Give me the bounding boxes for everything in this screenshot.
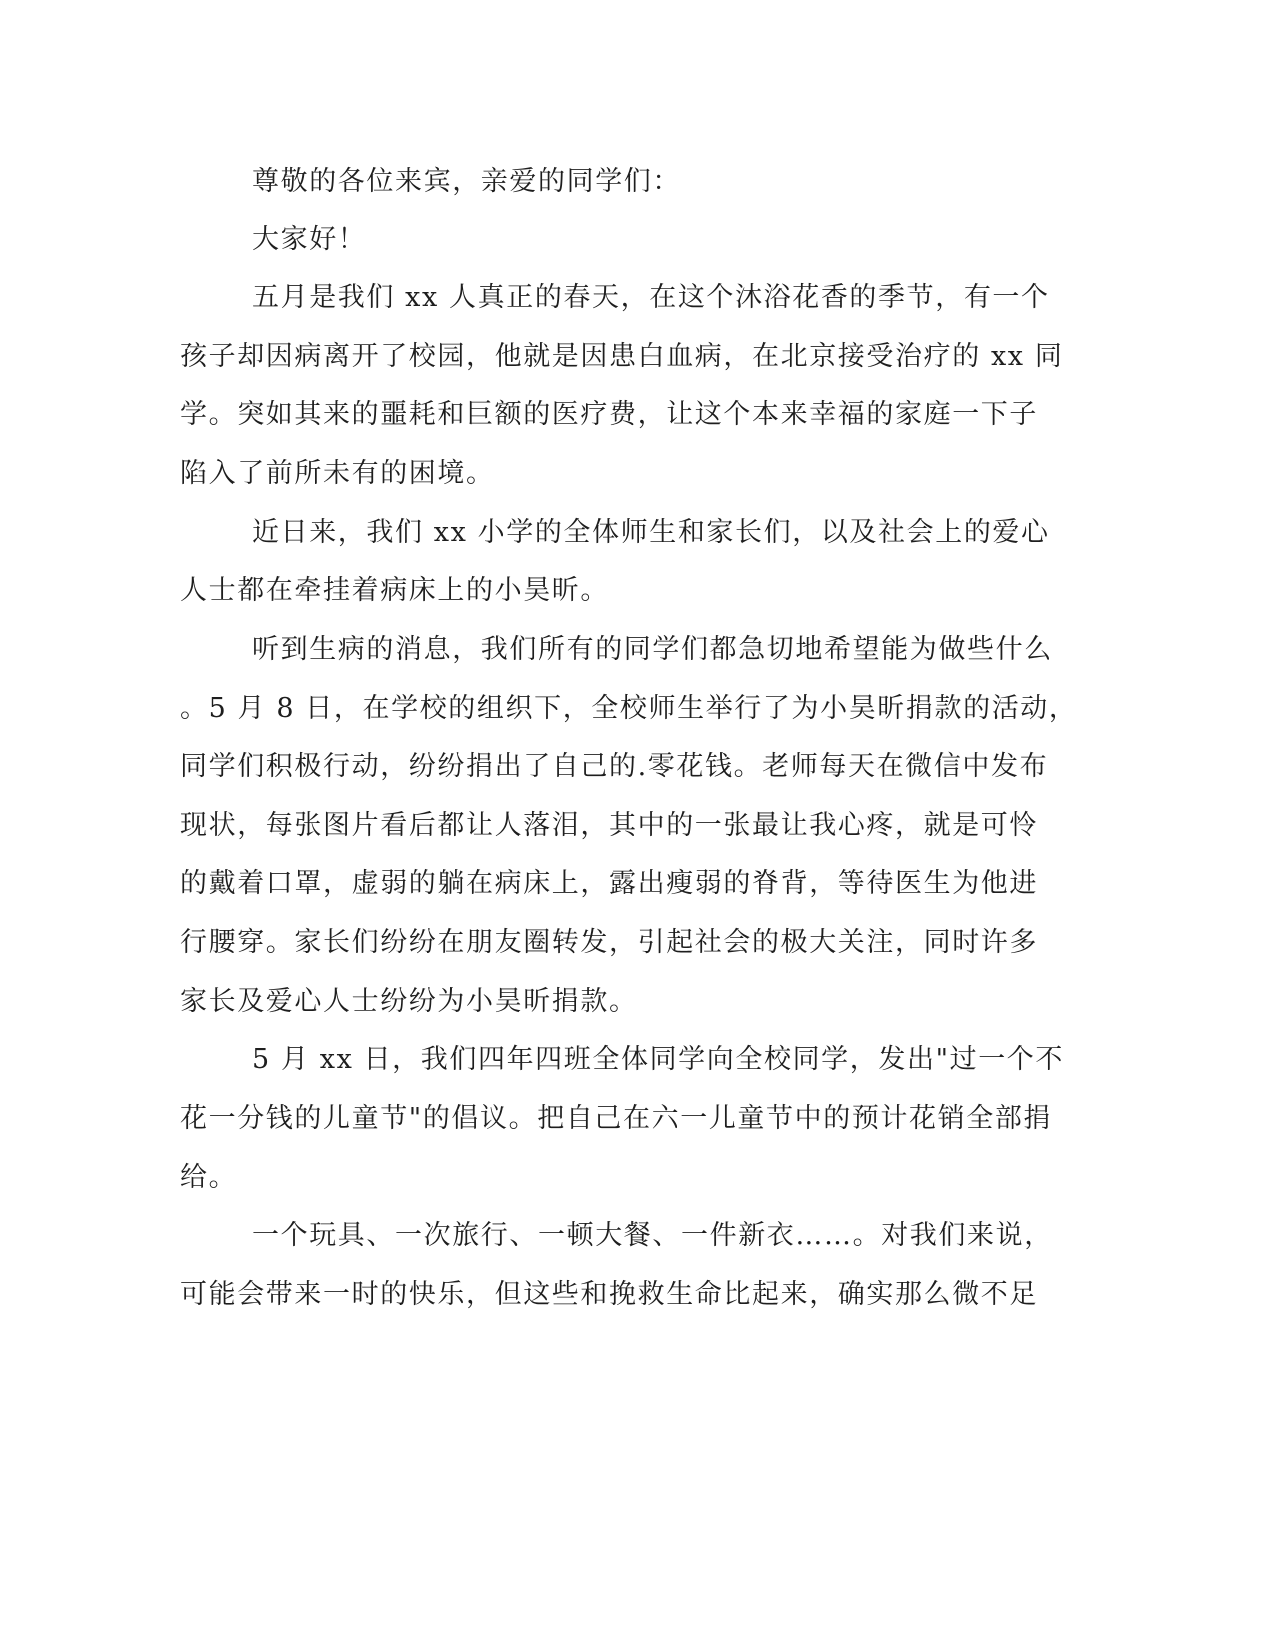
paragraph-line: 孩子却因病离开了校园，他就是因患白血病，在北京接受治疗的 xx 同 [180,341,1064,372]
paragraph-line: 现状，每张图片看后都让人落泪，其中的一张最让我心疼，就是可怜 [180,810,1038,841]
paragraph-line: 给。 [180,1162,238,1193]
paragraph-line: 同学们积极行动，纷纷捐出了自己的.零花钱。老师每天在微信中发布 [180,751,1049,782]
paragraph-line: 听到生病的消息，我们所有的同学们都急切地希望能为做些什么 [252,634,1053,665]
paragraph-line: 家长及爱心人士纷纷为小昊昕捐款。 [180,986,638,1017]
paragraph-line: 花一分钱的儿童节"的倡议。把自己在六一儿童节中的预计花销全部捐 [180,1103,1053,1134]
paragraph-line: 可能会带来一时的快乐，但这些和挽救生命比起来，确实那么微不足 [180,1279,1038,1310]
paragraph-line: 陷入了前所未有的困境。 [180,458,495,489]
paragraph-line: 。5 月 8 日，在学校的组织下，全校师生举行了为小昊昕捐款的活动， [180,693,1078,724]
greeting-line: 大家好！ [252,224,367,255]
paragraph-line: 近日来，我们 xx 小学的全体师生和家长们，以及社会上的爱心 [252,517,1050,548]
paragraph-line: 5 月 xx 日，我们四年四班全体同学向全校同学，发出"过一个不 [252,1044,1064,1075]
paragraph-line: 一个玩具、一次旅行、一顿大餐、一件新衣……。对我们来说， [252,1220,1053,1251]
paragraph-line: 行腰穿。家长们纷纷在朋友圈转发，引起社会的极大关注，同时许多 [180,927,1038,958]
paragraph-line: 学。突如其来的噩耗和巨额的医疗费，让这个本来幸福的家庭一下子 [180,399,1038,430]
paragraph-line: 的戴着口罩，虚弱的躺在病床上，露出瘦弱的脊背，等待医生为他进 [180,868,1038,899]
paragraph-line: 人士都在牵挂着病床上的小昊昕。 [180,575,609,606]
salutation-line: 尊敬的各位来宾，亲爱的同学们： [252,166,681,197]
paragraph-line: 五月是我们 xx 人真正的春天，在这个沐浴花香的季节，有一个 [252,282,1050,313]
